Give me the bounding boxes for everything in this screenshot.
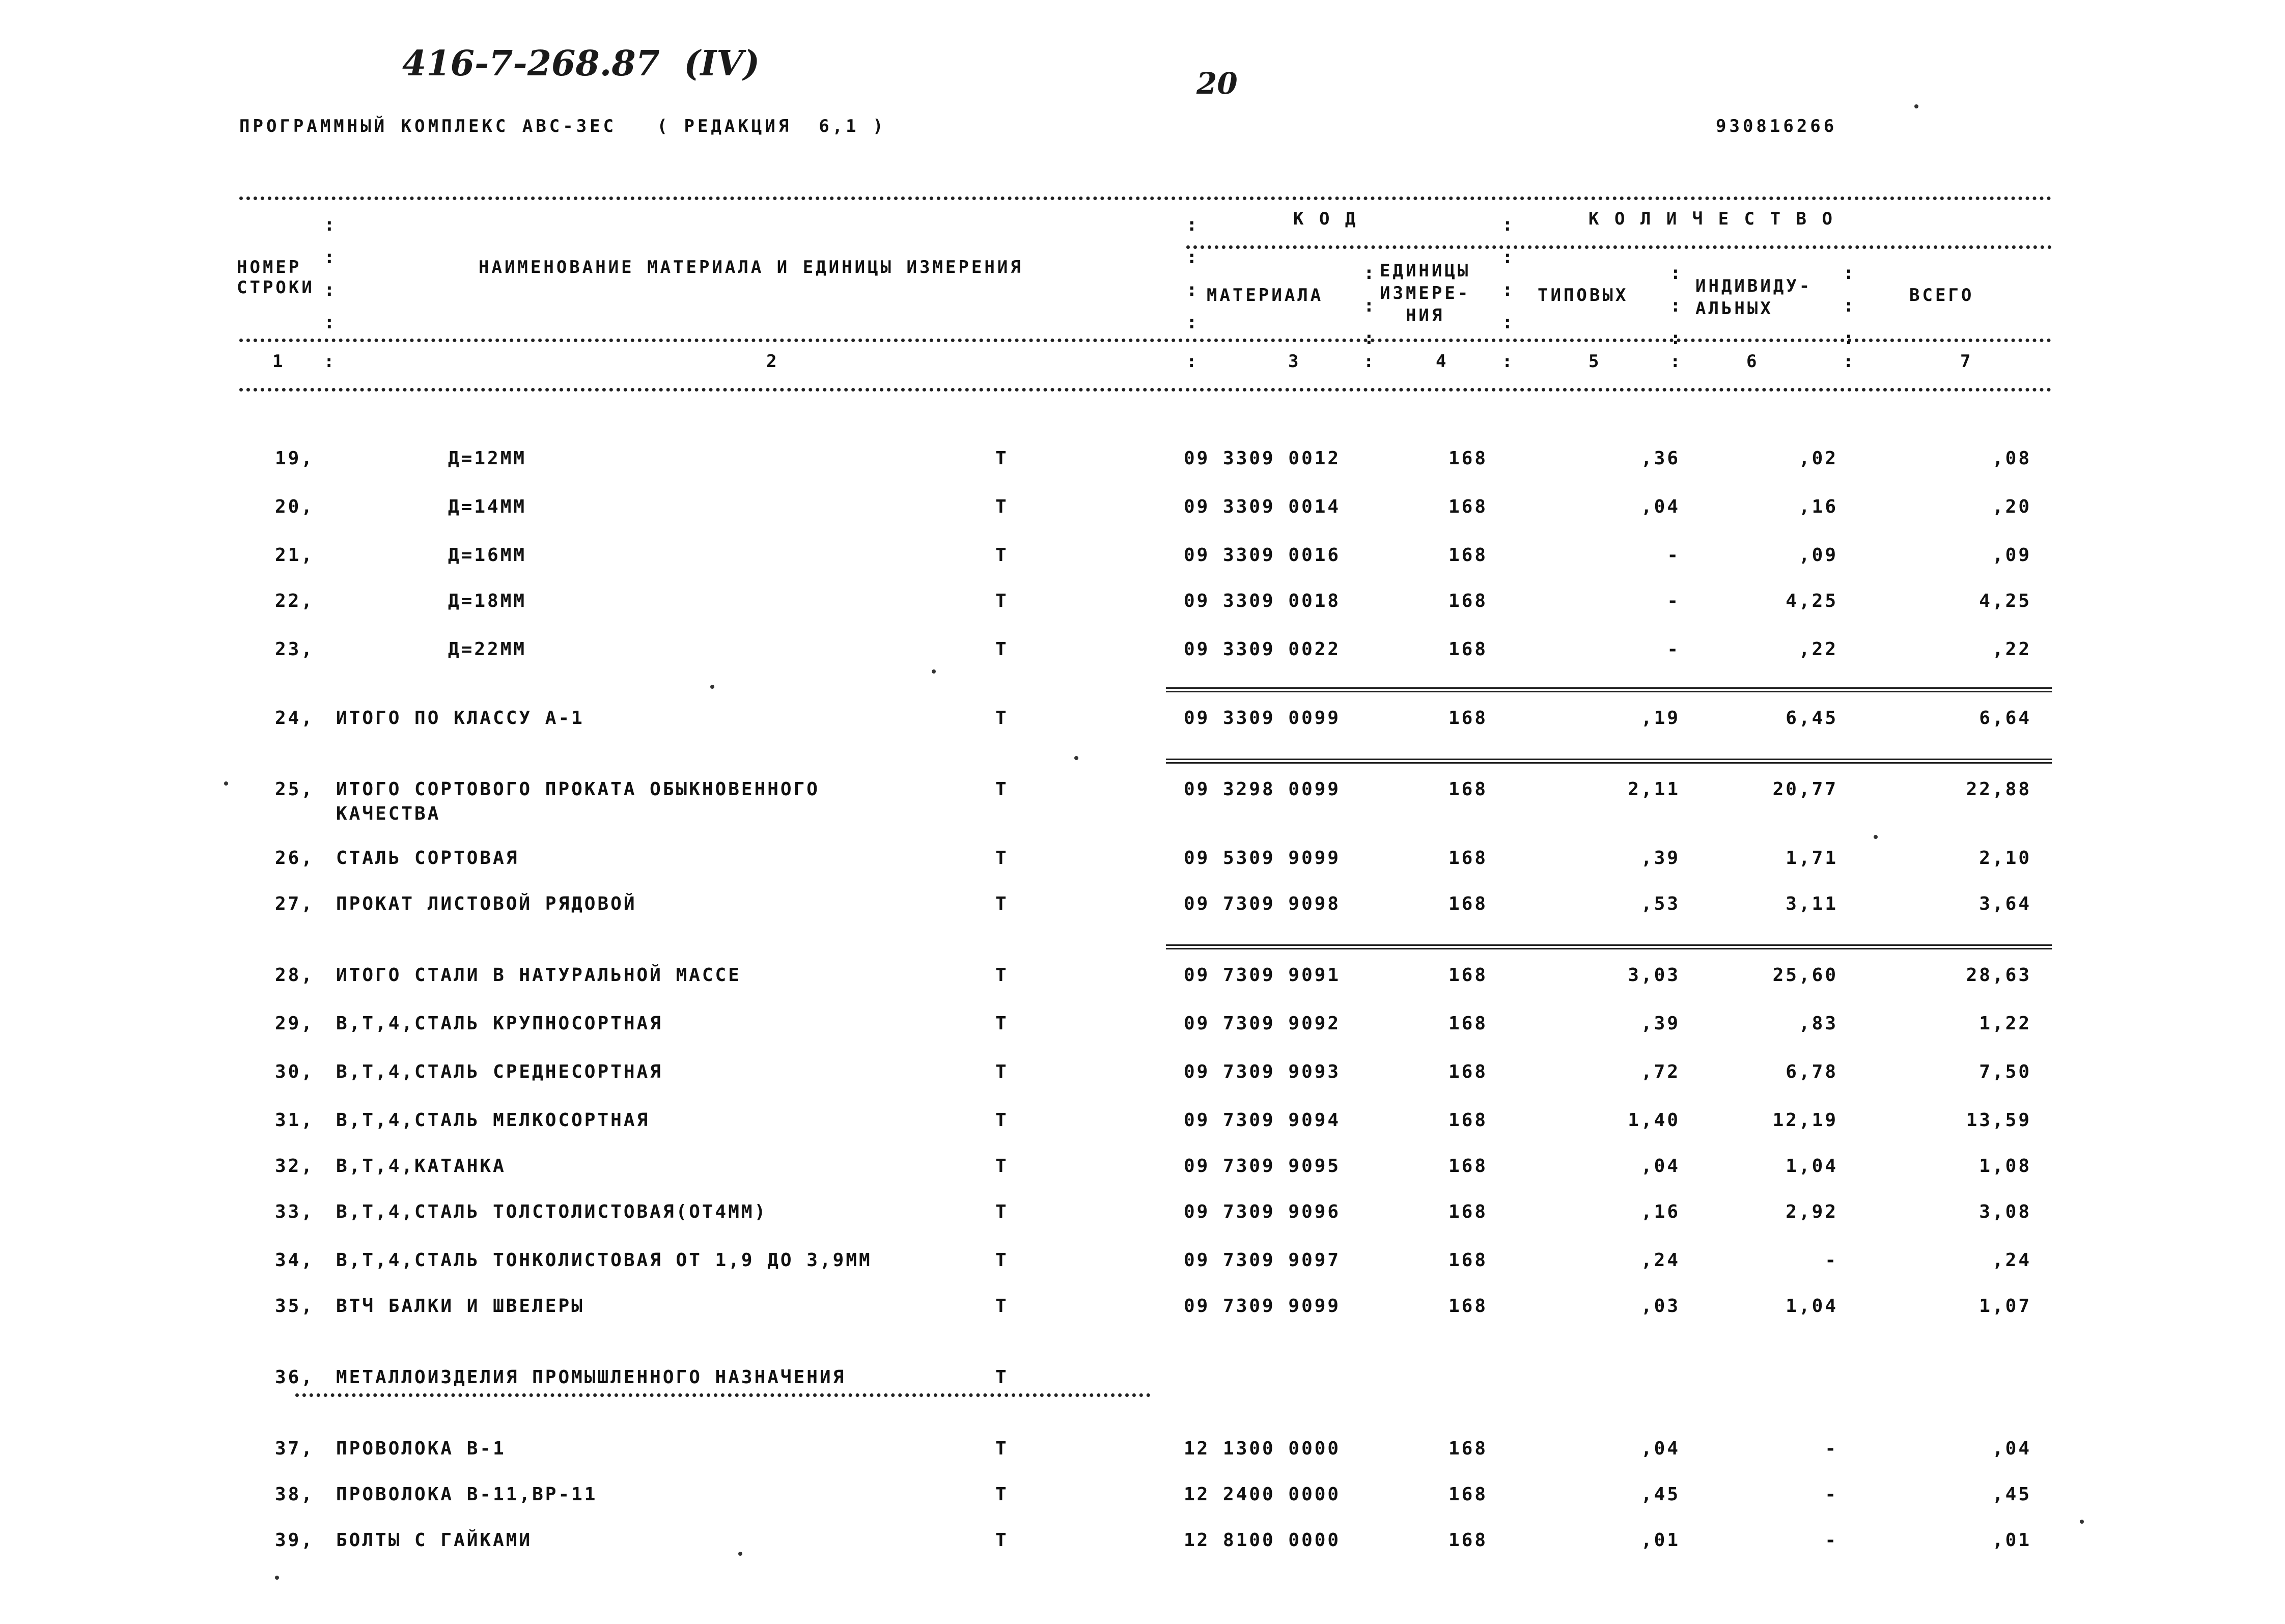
material-code: 09 7309 9092 [1184,1013,1341,1034]
individual-quantity: 20,77 [1772,779,1838,800]
material-code: 09 7309 9093 [1184,1061,1341,1082]
scan-speck [738,1552,742,1556]
document-id: 930816266 [1716,116,1837,136]
unit: Т [995,545,1009,566]
material-name: ПРОВОЛОКА В-11,ВР-11 [336,1484,598,1505]
unit: Т [995,591,1009,611]
row-number: 23, [275,639,315,660]
header-code: К О Д [1293,209,1358,229]
material-code: 09 3298 0099 [1184,779,1341,800]
total-quantity: ,20 [1992,496,2031,517]
unit: Т [995,1484,1009,1505]
scan-speck [2080,1520,2084,1524]
material-code: 09 7309 9095 [1184,1156,1341,1177]
column-separator: : [1670,351,1681,372]
header-material-code: МАТЕРИАЛА [1207,285,1324,305]
row-number: 36, [275,1367,315,1388]
material-code: 09 3309 0022 [1184,639,1341,660]
material-name: В,Т,4,СТАЛЬ КРУПНОСОРТНАЯ [336,1013,663,1034]
subtotal-rule [1166,759,2052,764]
row-number: 38, [275,1484,315,1505]
typical-quantity: ,36 [1640,448,1680,469]
unit-code: 168 [1448,965,1488,986]
unit-code: 168 [1448,708,1488,729]
unit: Т [995,1438,1009,1459]
unit-code: 168 [1448,1156,1488,1177]
material-name: МЕТАЛЛОИЗДЕЛИЯ ПРОМЫШЛЕННОГО НАЗНАЧЕНИЯ [336,1367,846,1388]
row-number: 21, [275,545,315,566]
row-number: 25, [275,779,315,800]
column-separator: : [1186,351,1197,372]
column-number: 2 [766,351,777,372]
row-number: 26, [275,848,315,869]
material-name-continued: КАЧЕСТВА [336,803,441,824]
unit-code: 168 [1448,1250,1488,1271]
typical-quantity: ,01 [1640,1530,1680,1551]
total-quantity: ,22 [1992,639,2031,660]
unit-code: 168 [1448,1296,1488,1317]
material-code: 09 7309 9097 [1184,1250,1341,1271]
table-row [0,1156,2285,1186]
handwritten-document-code: 416-7-268.87 (IV) [402,43,760,84]
material-code: 12 2400 0000 [1184,1484,1341,1505]
typical-quantity: ,04 [1640,1156,1680,1177]
material-name: Д=22ММ [448,639,527,660]
material-code: 09 7309 9099 [1184,1296,1341,1317]
header-separator: : : : : [1186,214,1197,333]
material-name: ПРОВОЛОКА В-1 [336,1438,506,1459]
individual-quantity: 4,25 [1786,591,1838,611]
row-number: 20, [275,496,315,517]
table-row [0,779,2285,824]
unit-code: 168 [1448,591,1488,611]
material-name: СТАЛЬ СОРТОВАЯ [336,848,519,869]
material-code: 09 3309 0014 [1184,496,1341,517]
unit: Т [995,1296,1009,1317]
material-name: В,Т,4,СТАЛЬ МЕЛКОСОРТНАЯ [336,1110,650,1131]
unit-code: 168 [1448,1061,1488,1082]
individual-quantity: 6,78 [1786,1061,1838,1082]
typical-quantity: ,39 [1640,848,1680,869]
table-row [0,591,2285,621]
column-separator: : [1843,351,1854,372]
unit-code: 168 [1448,1013,1488,1034]
row-number: 31, [275,1110,315,1131]
individual-quantity: ,16 [1798,496,1838,517]
individual-quantity: ,22 [1798,639,1838,660]
table-row [0,639,2285,669]
unit: Т [995,1201,1009,1222]
scan-speck [224,781,228,786]
individual-quantity: 3,11 [1786,893,1838,914]
header-row-number: НОМЕР СТРОКИ [237,257,315,298]
unit-code: 168 [1448,1438,1488,1459]
column-separator: : [1502,351,1513,372]
unit-code: 168 [1448,639,1488,660]
total-quantity: 13,59 [1966,1110,2031,1131]
typical-quantity: ,04 [1640,1438,1680,1459]
row-number: 22, [275,591,315,611]
table-row [0,1110,2285,1140]
header-separator: : : : : [1502,214,1513,333]
table-row [0,545,2285,575]
row-number: 33, [275,1201,315,1222]
column-number: 5 [1589,351,1599,372]
material-name: Д=14ММ [448,496,527,517]
individual-quantity: 2,92 [1786,1201,1838,1222]
material-code: 12 8100 0000 [1184,1530,1341,1551]
unit: Т [995,1110,1009,1131]
header-separator: : : : [1843,263,1854,349]
table-row [0,965,2285,995]
total-quantity: ,45 [1992,1484,2031,1505]
total-quantity: 3,08 [1979,1201,2031,1222]
material-name: Д=12ММ [448,448,527,469]
total-quantity: 28,63 [1966,965,2031,986]
total-quantity: ,24 [1992,1250,2031,1271]
unit-code: 168 [1448,496,1488,517]
material-code: 09 3309 0012 [1184,448,1341,469]
unit: Т [995,1061,1009,1082]
material-name: ВТЧ БАЛКИ И ШВЕЛЕРЫ [336,1296,584,1317]
typical-quantity: ,45 [1640,1484,1680,1505]
table-row [0,1367,2285,1397]
column-number: 3 [1288,351,1299,372]
unit-code: 168 [1448,545,1488,566]
header-total: ВСЕГО [1909,285,1974,305]
typical-quantity: ,19 [1640,708,1680,729]
header-typical: ТИПОВЫХ [1538,285,1629,305]
unit: Т [995,965,1009,986]
column-number: 4 [1436,351,1446,372]
table-row [0,1250,2285,1280]
total-quantity: 2,10 [1979,848,2031,869]
typical-quantity: ,39 [1640,1013,1680,1034]
typical-quantity: ,04 [1640,496,1680,517]
row-number: 35, [275,1296,315,1317]
table-row [0,1296,2285,1326]
total-quantity: ,09 [1992,545,2031,566]
individual-quantity: ,83 [1798,1013,1838,1034]
material-code: 09 3309 0016 [1184,545,1341,566]
unit: Т [995,848,1009,869]
unit: Т [995,708,1009,729]
row-number: 24, [275,708,315,729]
section-rule [295,1393,1151,1397]
unit-code: 168 [1448,779,1488,800]
unit: Т [995,779,1009,800]
scan-speck [710,685,714,689]
table-row [0,496,2285,527]
column-number: 6 [1746,351,1757,372]
header-bottom-rule [239,339,2052,342]
material-code: 09 7309 9098 [1184,893,1341,914]
typical-quantity: 3,03 [1628,965,1680,986]
individual-quantity: 25,60 [1772,965,1838,986]
total-quantity: 7,50 [1979,1061,2031,1082]
table-row [0,848,2285,878]
row-number: 30, [275,1061,315,1082]
total-quantity: 1,08 [1979,1156,2031,1177]
scan-speck [1874,835,1878,839]
material-name: В,Т,4,СТАЛЬ ТОНКОЛИСТОВАЯ ОТ 1,9 ДО 3,9ММ [336,1250,872,1271]
individual-quantity: - [1825,1484,1838,1505]
row-number: 27, [275,893,315,914]
table-row [0,1438,2285,1469]
unit: Т [995,448,1009,469]
table-top-rule [239,197,2052,200]
material-name: БОЛТЫ С ГАЙКАМИ [336,1530,533,1551]
row-number: 34, [275,1250,315,1271]
column-number: 1 [272,351,283,372]
subtotal-rule [1166,944,2052,949]
header-material-name: НАИМЕНОВАНИЕ МАТЕРИАЛА И ЕДИНИЦЫ ИЗМЕРЕНИЯ [479,257,1023,277]
material-code: 09 7309 9096 [1184,1201,1341,1222]
header-separator: : : : [1670,263,1681,349]
header-separator: : : : : [324,214,335,333]
typical-quantity: ,53 [1640,893,1680,914]
subtotal-rule [1166,687,2052,692]
program-header: ПРОГРАММНЫЙ КОМПЛЕКС АВС-3ЕС ( РЕДАКЦИЯ 6,1 ) [239,116,886,136]
material-name: В,Т,4,СТАЛЬ ТОЛСТОЛИСТОВАЯ(ОТ4ММ) [336,1201,768,1222]
table-row [0,1201,2285,1232]
row-number: 37, [275,1438,315,1459]
total-quantity: 22,88 [1966,779,2031,800]
total-quantity: 3,64 [1979,893,2031,914]
material-code: 09 3309 0099 [1184,708,1341,729]
scan-speck [1074,756,1078,760]
individual-quantity: ,02 [1798,448,1838,469]
table-row [0,448,2285,479]
total-quantity: ,01 [1992,1530,2031,1551]
typical-quantity: ,24 [1640,1250,1680,1271]
table-row [0,893,2285,924]
material-code: 09 7309 9094 [1184,1110,1341,1131]
total-quantity: 1,07 [1979,1296,2031,1317]
handwritten-page-number: 20 [1196,66,1238,101]
individual-quantity: 12,19 [1772,1110,1838,1131]
table-row [0,708,2285,738]
row-number: 29, [275,1013,315,1034]
unit: Т [995,1156,1009,1177]
material-code: 09 7309 9091 [1184,965,1341,986]
row-number: 19, [275,448,315,469]
table-row [0,1530,2285,1560]
individual-quantity: - [1825,1250,1838,1271]
typical-quantity: ,16 [1640,1201,1680,1222]
unit: Т [995,1013,1009,1034]
unit-code: 168 [1448,1110,1488,1131]
material-code: 12 1300 0000 [1184,1438,1341,1459]
unit: Т [995,893,1009,914]
individual-quantity: 6,45 [1786,708,1838,729]
column-separator: : [1363,351,1374,372]
row-number: 39, [275,1530,315,1551]
unit: Т [995,1530,1009,1551]
table-row [0,1484,2285,1515]
typical-quantity: - [1667,545,1680,566]
typical-quantity: 1,40 [1628,1110,1680,1131]
header-unit-code: ЕДИНИЦЫ ИЗМЕРЕ- НИЯ [1380,261,1471,326]
material-name: ИТОГО ПО КЛАССУ А-1 [336,708,584,729]
header-individual: ИНДИВИДУ- АЛЬНЫХ [1695,276,1813,319]
individual-quantity: ,09 [1798,545,1838,566]
unit: Т [995,496,1009,517]
unit: Т [995,639,1009,660]
total-quantity: 6,64 [1979,708,2031,729]
row-number: 28, [275,965,315,986]
header-quantity: К О Л И Ч Е С Т В О [1589,209,1835,229]
unit-code: 168 [1448,1201,1488,1222]
individual-quantity: - [1825,1438,1838,1459]
scan-speck [275,1576,279,1580]
material-name: ИТОГО СТАЛИ В НАТУРАЛЬНОЙ МАССЕ [336,965,741,986]
material-code: 09 3309 0018 [1184,591,1341,611]
code-quantity-rule [1186,245,2052,249]
scan-speck [1914,104,1918,108]
scan-speck [932,669,936,674]
column-number: 7 [1960,351,1971,372]
unit-code: 168 [1448,1484,1488,1505]
typical-quantity: - [1667,639,1680,660]
typical-quantity: - [1667,591,1680,611]
unit: Т [995,1250,1009,1271]
total-quantity: 1,22 [1979,1013,2031,1034]
material-name: В,Т,4,СТАЛЬ СРЕДНЕСОРТНАЯ [336,1061,663,1082]
total-quantity: ,08 [1992,448,2031,469]
individual-quantity: 1,04 [1786,1296,1838,1317]
header-separator: : : : [1363,263,1375,349]
unit: Т [995,1367,1009,1388]
individual-quantity: - [1825,1530,1838,1551]
typical-quantity: 2,11 [1628,779,1680,800]
unit-code: 168 [1448,848,1488,869]
individual-quantity: 1,04 [1786,1156,1838,1177]
total-quantity: ,04 [1992,1438,2031,1459]
column-separator: : [324,351,335,372]
material-name: ПРОКАТ ЛИСТОВОЙ РЯДОВОЙ [336,893,637,914]
unit-code: 168 [1448,893,1488,914]
table-row [0,1013,2285,1044]
individual-quantity: 1,71 [1786,848,1838,869]
typical-quantity: ,72 [1640,1061,1680,1082]
table-row [0,1061,2285,1092]
total-quantity: 4,25 [1979,591,2031,611]
material-code: 09 5309 9099 [1184,848,1341,869]
unit-code: 168 [1448,1530,1488,1551]
material-name: ИТОГО СОРТОВОГО ПРОКАТА ОБЫКНОВЕННОГО [336,779,820,800]
unit-code: 168 [1448,448,1488,469]
typical-quantity: ,03 [1640,1296,1680,1317]
column-numbers-rule [239,388,2052,391]
material-name: Д=16ММ [448,545,527,566]
row-number: 32, [275,1156,315,1177]
material-name: В,Т,4,КАТАНКА [336,1156,506,1177]
material-name: Д=18ММ [448,591,527,611]
